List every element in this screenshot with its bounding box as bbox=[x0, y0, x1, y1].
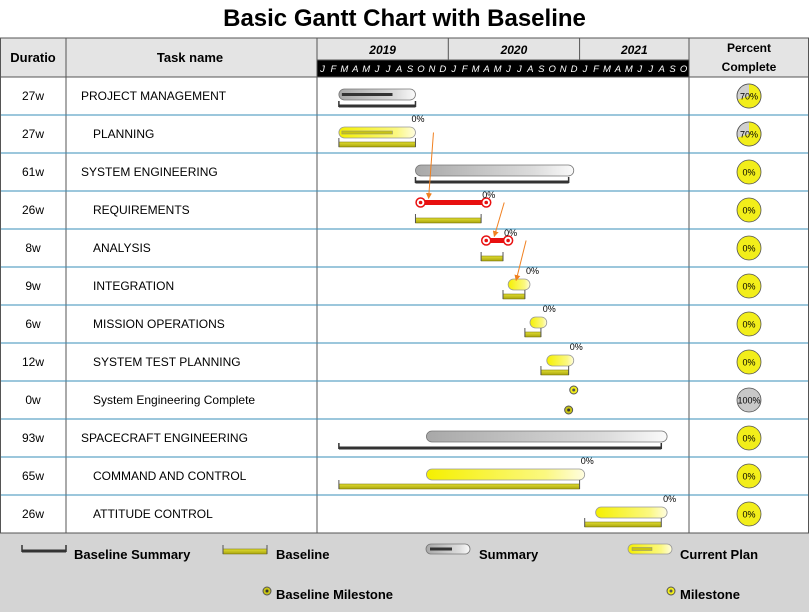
task-name: PROJECT MANAGEMENT bbox=[81, 89, 227, 103]
month-label: M bbox=[362, 64, 371, 75]
month-label: A bbox=[483, 64, 490, 75]
month-label: F bbox=[330, 64, 337, 75]
percent-label: 0% bbox=[742, 509, 756, 520]
bar-percent-label: 0% bbox=[504, 228, 518, 238]
month-label: F bbox=[461, 64, 468, 75]
month-label: D bbox=[570, 64, 578, 75]
month-label: J bbox=[320, 64, 325, 75]
legend-milestone-label: Milestone bbox=[680, 587, 740, 602]
baseline-bar bbox=[503, 294, 525, 299]
task-name-header: Task name bbox=[156, 50, 224, 65]
baseline-bar bbox=[339, 484, 580, 489]
task-name: SPACECRAFT ENGINEERING bbox=[81, 431, 248, 445]
month-label: M bbox=[340, 64, 349, 75]
bar-percent-label: 0% bbox=[411, 114, 425, 124]
bar-percent-label: 0% bbox=[482, 190, 496, 200]
current-plan-bar bbox=[426, 469, 584, 480]
milestone-dot bbox=[572, 389, 575, 392]
month-label: O bbox=[417, 64, 425, 75]
task-name: REQUIREMENTS bbox=[93, 203, 190, 217]
percent-label: 0% bbox=[742, 471, 756, 482]
legend-current-plan-label: Current Plan bbox=[680, 547, 759, 562]
month-label: J bbox=[582, 64, 588, 75]
task-name: MISSION OPERATIONS bbox=[93, 317, 225, 331]
bar-percent-label: 0% bbox=[542, 304, 556, 314]
baseline-bar bbox=[525, 332, 541, 337]
task-duration: 26w bbox=[21, 203, 45, 217]
task-duration: 27w bbox=[21, 127, 45, 141]
current-plan-progress bbox=[342, 131, 393, 134]
month-label: S bbox=[406, 64, 414, 75]
month-label: O bbox=[548, 64, 556, 75]
month-strip bbox=[317, 60, 689, 77]
task-duration: 26w bbox=[21, 507, 45, 521]
legend-baseline-label: Baseline bbox=[276, 547, 330, 562]
task-name: ANALYSIS bbox=[93, 241, 151, 255]
baseline-bar bbox=[585, 522, 662, 527]
task-duration: 8w bbox=[25, 241, 41, 255]
task-name: System Engineering Complete bbox=[93, 393, 256, 407]
month-label: A bbox=[658, 64, 665, 75]
month-label: A bbox=[352, 64, 359, 75]
baseline-milestone-dot bbox=[567, 409, 570, 412]
complete-header: Complete bbox=[721, 60, 777, 74]
chart-title: Basic Gantt Chart with Baseline bbox=[0, 0, 809, 39]
month-label: S bbox=[538, 64, 545, 75]
task-name: COMMAND AND CONTROL bbox=[93, 469, 247, 483]
year-label: 2021 bbox=[620, 43, 648, 57]
task-name: ATTITUDE CONTROL bbox=[93, 507, 213, 521]
month-label: A bbox=[614, 64, 622, 75]
legend-summary-label: Summary bbox=[479, 547, 539, 562]
task-duration: 27w bbox=[21, 89, 45, 103]
baseline-bar bbox=[415, 218, 481, 223]
legend bbox=[22, 544, 758, 602]
summary-progress bbox=[342, 93, 393, 96]
legend-milestone-dot bbox=[670, 590, 673, 593]
baseline-bar bbox=[541, 370, 569, 375]
summary-bar bbox=[415, 165, 573, 176]
critical-end-dot bbox=[484, 239, 488, 243]
task-duration: 6w bbox=[25, 317, 41, 331]
critical-end-dot bbox=[419, 201, 423, 205]
year-label: 2020 bbox=[500, 43, 528, 57]
task-name: INTEGRATION bbox=[93, 279, 175, 293]
month-label: J bbox=[374, 64, 380, 75]
month-label: J bbox=[517, 64, 522, 75]
bar-percent-label: 0% bbox=[525, 266, 540, 276]
bar-percent-label: 0% bbox=[663, 494, 677, 504]
critical-end-dot bbox=[484, 201, 488, 205]
task-duration: 0w bbox=[25, 393, 41, 407]
year-label: 2019 bbox=[369, 43, 396, 57]
task-name: SYSTEM TEST PLANNING bbox=[93, 355, 241, 369]
task-name: SYSTEM ENGINEERING bbox=[81, 165, 218, 179]
legend-summary-progress bbox=[430, 548, 452, 551]
month-label: M bbox=[624, 64, 633, 75]
percent-header: Percent bbox=[726, 41, 772, 55]
percent-label: 0% bbox=[742, 281, 756, 292]
task-name: PLANNING bbox=[93, 127, 155, 141]
task-duration: 12w bbox=[21, 355, 45, 369]
baseline-bar bbox=[339, 142, 416, 147]
month-label: J bbox=[506, 64, 511, 75]
month-label: J bbox=[385, 64, 391, 75]
current-plan-bar bbox=[508, 279, 530, 290]
bar-percent-label: 0% bbox=[580, 456, 594, 466]
month-label: O bbox=[679, 64, 688, 75]
month-label: F bbox=[593, 64, 599, 75]
month-label: J bbox=[648, 64, 654, 75]
duration-header: Duratio bbox=[10, 50, 56, 65]
current-plan-bar bbox=[530, 317, 547, 328]
percent-label: 0% bbox=[742, 319, 756, 330]
bar-percent-label: 0% bbox=[569, 342, 583, 352]
current-plan-bar bbox=[596, 507, 667, 518]
month-label: M bbox=[493, 64, 502, 75]
baseline-bar bbox=[481, 256, 503, 261]
legend-baseline-summary-label: Baseline Summary bbox=[74, 547, 191, 562]
task-duration: 9w bbox=[25, 279, 41, 293]
month-label: N bbox=[559, 64, 567, 75]
legend-current-plan-progress bbox=[632, 548, 652, 551]
month-label: A bbox=[395, 64, 403, 75]
percent-label: 100% bbox=[737, 395, 761, 406]
legend-baseline-swatch bbox=[223, 549, 267, 554]
month-label: S bbox=[669, 64, 676, 75]
month-label: D bbox=[439, 64, 447, 75]
percent-label: 0% bbox=[742, 243, 756, 254]
month-label: A bbox=[527, 64, 534, 75]
percent-label: 0% bbox=[742, 357, 756, 368]
legend-baseline-milestone-dot bbox=[266, 590, 269, 593]
percent-label: 0% bbox=[742, 433, 756, 444]
critical-bar bbox=[421, 200, 487, 205]
month-label: N bbox=[428, 64, 436, 75]
month-label: J bbox=[637, 64, 643, 75]
task-duration: 65w bbox=[21, 469, 45, 483]
task-duration: 93w bbox=[21, 431, 45, 445]
month-label: M bbox=[602, 64, 611, 75]
month-label: J bbox=[451, 64, 457, 75]
percent-label: 0% bbox=[742, 205, 756, 216]
percent-label: 70% bbox=[739, 129, 759, 140]
summary-bar bbox=[426, 431, 667, 442]
legend-baseline-milestone-label: Baseline Milestone bbox=[276, 587, 394, 602]
current-plan-bar bbox=[547, 355, 574, 366]
percent-label: 70% bbox=[739, 91, 759, 102]
task-duration: 61w bbox=[21, 165, 45, 179]
critical-end-dot bbox=[506, 239, 510, 243]
percent-label: 0% bbox=[742, 167, 756, 178]
month-label: M bbox=[471, 64, 480, 75]
